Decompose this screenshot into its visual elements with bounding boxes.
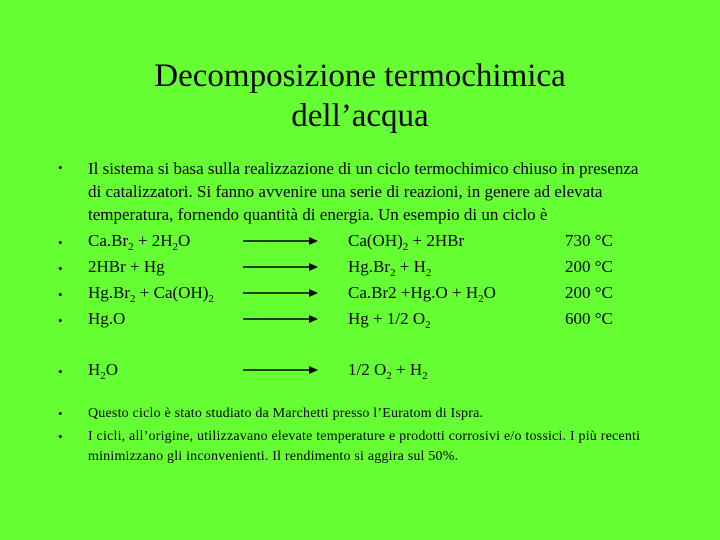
reaction-3-temperature: 200 °C bbox=[565, 283, 613, 302]
reaction-arrow-icon bbox=[243, 262, 318, 272]
subscript: 2 bbox=[425, 267, 432, 279]
subscript: 2 bbox=[208, 293, 214, 305]
subscript: 2 bbox=[386, 370, 392, 382]
subscript: 2 bbox=[478, 293, 484, 305]
reaction-2-products: $Hg.Br_2 + H_2$ bbox=[348, 257, 432, 279]
bullet-icon: • bbox=[58, 287, 63, 302]
note-efficiency: I cicli, all’origine, utilizzavano elevate temperature e prodotti corrosivi e/o tossici. I più recenti minimizzano gli inconvenienti. Il rendimento si aggira sul 50%. bbox=[88, 429, 641, 464]
overall-reaction-products: 1/2 $O_2 + H_2$ bbox=[348, 360, 428, 382]
subscript: 2 bbox=[172, 241, 179, 253]
overall-reaction-reactants: $H_2O$ bbox=[88, 360, 119, 382]
subscript: 2 bbox=[402, 241, 409, 253]
bullet-icon: • bbox=[58, 364, 63, 379]
reaction-2-reactants: 2HBr + Hg bbox=[88, 257, 165, 276]
title-line-2: dell’acqua bbox=[291, 98, 429, 134]
slide-title bbox=[0, 56, 720, 136]
intro-text: Il sistema si basa sulla realizzazione di un ciclo termochimico chiuso in presenza di catalizzatori. Si fanno avvenire una serie di reazioni, in genere ad elevata temperatura, fornendo quantità di energia. Un esempio di un ciclo è bbox=[88, 159, 639, 224]
reaction-arrow-icon bbox=[243, 236, 318, 246]
reaction-2-temperature: 200 °C bbox=[565, 257, 613, 276]
bullet-icon: • bbox=[58, 261, 63, 276]
reaction-arrow-icon bbox=[243, 314, 318, 324]
subscript: 2 bbox=[130, 293, 136, 305]
note-marchetti: Questo ciclo è stato studiato da Marchetti presso l’Euratom di Ispra. bbox=[88, 406, 484, 421]
reaction-4-reactants: Hg.O bbox=[88, 309, 126, 328]
reaction-3-products: $Ca.Br2 +Hg.O + H_2O$ bbox=[348, 283, 496, 305]
bullet-icon: • bbox=[58, 235, 63, 250]
reaction-1-products: $Ca(OH)_2 + 2HBr$ bbox=[348, 231, 465, 253]
bullet-icon: • bbox=[58, 160, 63, 175]
title-line-1: Decomposizione termochimica bbox=[154, 58, 566, 94]
reaction-arrow-icon bbox=[243, 365, 318, 375]
reaction-1-reactants: $Ca.Br_2 + 2H_2O$ bbox=[88, 231, 191, 253]
subscript: 2 bbox=[128, 241, 134, 253]
reaction-arrow-icon bbox=[243, 288, 318, 298]
subscript: 2 bbox=[100, 370, 106, 382]
bullet-icon: • bbox=[58, 313, 63, 328]
subscript: 2 bbox=[425, 319, 431, 331]
subscript: 2 bbox=[390, 267, 396, 279]
reaction-4-temperature: 600 °C bbox=[565, 309, 613, 328]
reaction-3-reactants: $Hg.Br_2 + Ca(OH)_2$ bbox=[88, 283, 214, 305]
bullet-icon: • bbox=[58, 406, 63, 421]
subscript: 2 bbox=[422, 370, 428, 382]
reaction-1-temperature: 730 °C bbox=[565, 231, 613, 250]
bullet-icon: • bbox=[58, 429, 63, 444]
reaction-4-products: Hg + 1/2 $O_2$ bbox=[348, 309, 431, 331]
